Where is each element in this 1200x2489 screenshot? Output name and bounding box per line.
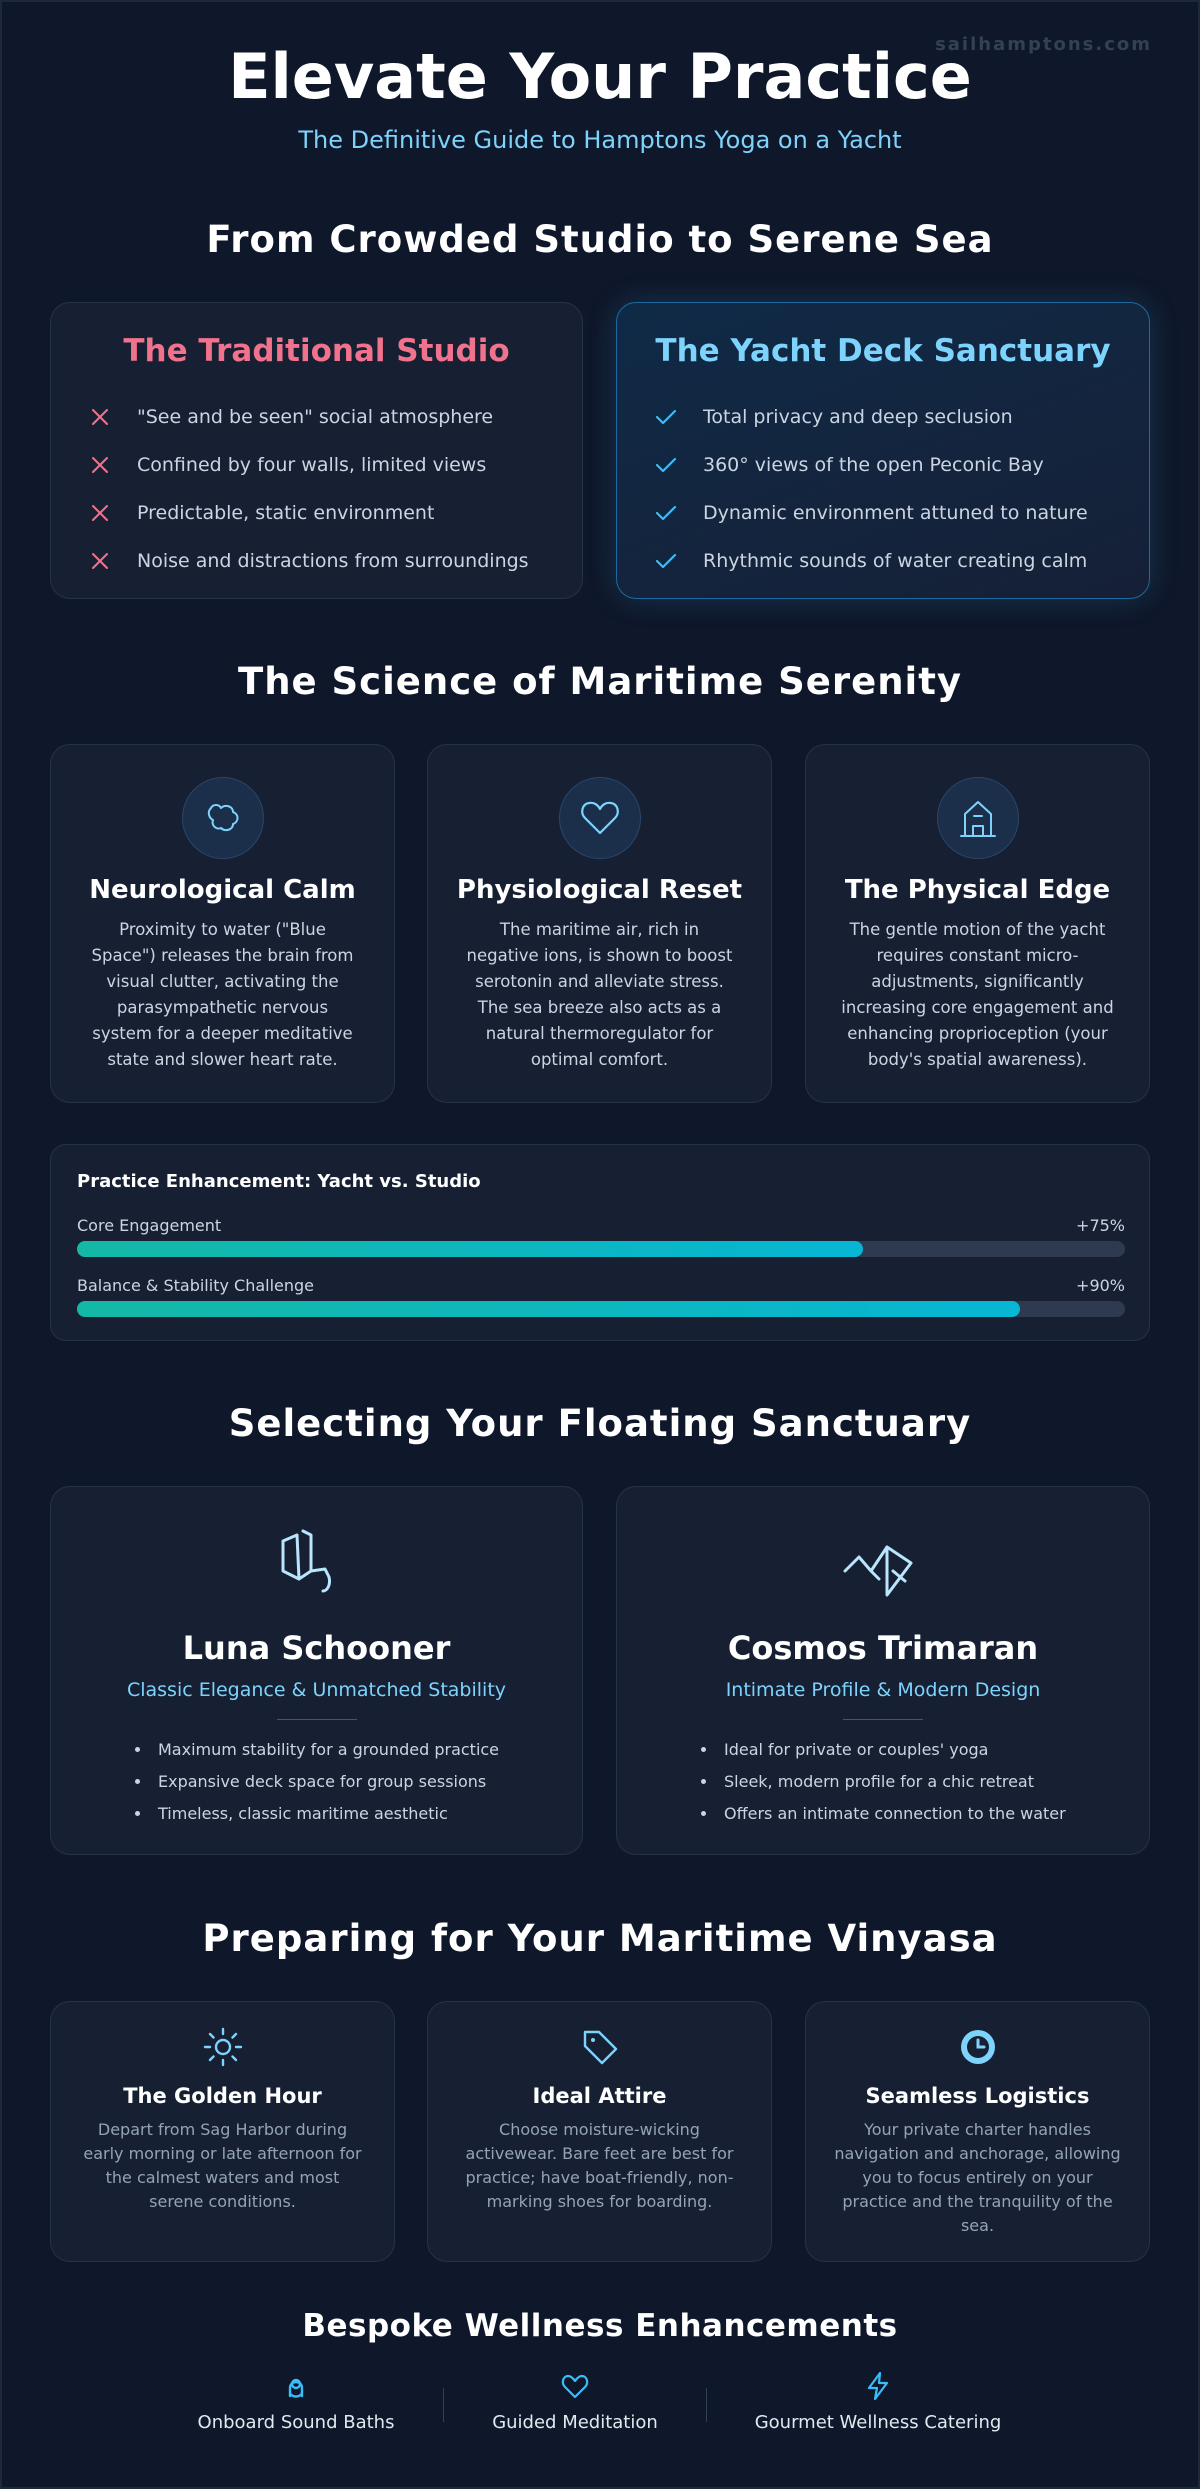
comparison-section-title: From Crowded Studio to Serene Sea — [206, 218, 994, 261]
list-item-text: Confined by four walls, limited views — [137, 454, 487, 476]
cross-icon — [85, 549, 115, 573]
list-item: Offers an intimate connection to the water — [701, 1797, 1066, 1829]
studio-card-title: The Traditional Studio — [123, 333, 510, 369]
divider — [706, 2388, 707, 2422]
cross-icon — [85, 453, 115, 477]
bespoke-label: Onboard Sound Baths — [197, 2412, 395, 2433]
prep-card-title: Seamless Logistics — [865, 2084, 1090, 2108]
list-item: Ideal for private or couples' yoga — [701, 1733, 1066, 1765]
bespoke-label: Guided Meditation — [492, 2412, 658, 2433]
list-item — [651, 537, 1088, 585]
yacht-deck-card-title: The Yacht Deck Sanctuary — [655, 333, 1111, 369]
science-card-text: The maritime air, rich in negative ions, is shown to boost serotonin and alleviate stress. The sea breeze also acts as a natural thermoregulator for optimal comfort. — [466, 920, 733, 1069]
hero-title: Elevate Your Practice — [228, 40, 972, 113]
science-card — [805, 744, 1150, 1103]
progress-fill — [77, 1241, 863, 1257]
list-item — [85, 537, 529, 585]
list-item-text: Noise and distractions from surroundings — [137, 550, 529, 572]
yacht-card — [50, 1486, 583, 1855]
prep-card — [427, 2001, 772, 2262]
science-card-title: Neurological Calm — [89, 875, 356, 905]
prep-card-text: Depart from Sag Harbor during early morning or late afternoon for the calmest waters and most serene conditions. — [83, 2120, 362, 2211]
enhancement-title: Practice Enhancement: Yacht vs. Studio — [77, 1171, 481, 1192]
progress-track — [77, 1241, 1125, 1257]
list-item-text: Total privacy and deep seclusion — [703, 406, 1013, 428]
bespoke-item — [748, 2370, 1008, 2433]
preparing-section-title: Preparing for Your Maritime Vinyasa — [202, 1917, 998, 1960]
bar-value: +90% — [1076, 1276, 1125, 1295]
cross-icon — [85, 405, 115, 429]
list-item — [651, 441, 1088, 489]
yacht-feature-list — [701, 1733, 1066, 1829]
lighthouse-icon — [937, 777, 1019, 859]
science-card-text: The gentle motion of the yacht requires constant micro-adjustments, significantly increasing core engagement and enhancing proprioception (your body's spatial awareness). — [841, 920, 1114, 1069]
heart-icon — [559, 2370, 591, 2402]
list-item — [85, 441, 529, 489]
science-card-title: The Physical Edge — [844, 875, 1111, 905]
studio-list — [85, 393, 529, 585]
list-item-text: "See and be seen" social atmosphere — [137, 406, 494, 428]
prep-card-text: Choose moisture-wicking activewear. Bare feet are best for practice; have boat-friendly, non-marking shoes for boarding. — [465, 2120, 734, 2211]
bespoke-item — [475, 2370, 675, 2433]
enhancement-panel — [50, 1144, 1150, 1341]
list-item — [651, 489, 1088, 537]
check-icon — [651, 501, 681, 525]
yacht-deck-card — [616, 302, 1150, 599]
list-item-text: Rhythmic sounds of water creating calm — [703, 550, 1088, 572]
list-item: Sleek, modern profile for a chic retreat — [701, 1765, 1066, 1797]
yacht-deck-list — [651, 393, 1088, 585]
list-item-text: Predictable, static environment — [137, 502, 435, 524]
cross-icon — [85, 501, 115, 525]
progress-fill — [77, 1301, 1020, 1317]
science-card-text: Proximity to water ("Blue Space") releases the brain from visual clutter, activating the parasympathetic nervous system for a deeper meditative state and slower heart rate. — [91, 920, 354, 1069]
science-section-title: The Science of Maritime Serenity — [237, 660, 963, 703]
prep-card-text: Your private charter handles navigation and anchorage, allowing you to focus entirely on your practice and the tranquility of the sea. — [834, 2120, 1121, 2235]
progress-track — [77, 1301, 1125, 1317]
science-card — [427, 744, 772, 1103]
bespoke-item — [196, 2370, 396, 2433]
sailboat-icon — [269, 1525, 365, 1615]
yacht-feature-list — [135, 1733, 499, 1829]
clock-icon — [957, 2026, 999, 2068]
yacht-name: Cosmos Trimaran — [727, 1629, 1039, 1667]
bespoke-label: Gourmet Wellness Catering — [754, 2412, 1002, 2433]
prep-card — [50, 2001, 395, 2262]
brain-icon — [182, 777, 264, 859]
check-icon — [651, 453, 681, 477]
yacht-tagline: Intimate Profile & Modern Design — [725, 1679, 1041, 1701]
headphones-icon — [280, 2370, 312, 2402]
yacht-tagline: Classic Elegance & Unmatched Stability — [126, 1679, 507, 1701]
prep-card-title: Ideal Attire — [532, 2084, 667, 2108]
site-watermark: sailhamptons.com — [935, 34, 1152, 55]
sun-icon — [202, 2026, 244, 2068]
list-item: Maximum stability for a grounded practice — [135, 1733, 499, 1765]
bespoke-title: Bespoke Wellness Enhancements — [302, 2308, 898, 2344]
tag-icon — [579, 2026, 621, 2068]
prep-card — [805, 2001, 1150, 2262]
hero-subtitle: The Definitive Guide to Hamptons Yoga on a Yacht — [298, 126, 902, 154]
divider — [443, 2388, 444, 2422]
yachts-section-title: Selecting Your Floating Sanctuary — [228, 1402, 972, 1445]
divider — [277, 1719, 357, 1720]
list-item-text: 360° views of the open Peconic Bay — [703, 454, 1044, 476]
science-card — [50, 744, 395, 1103]
list-item — [85, 393, 529, 441]
bar-label: Core Engagement — [77, 1216, 222, 1235]
list-item-text: Dynamic environment attuned to nature — [703, 502, 1088, 524]
bar-value: +75% — [1076, 1216, 1125, 1235]
list-item: Timeless, classic maritime aesthetic — [135, 1797, 499, 1829]
check-icon — [651, 549, 681, 573]
divider — [843, 1719, 923, 1720]
yacht-card — [616, 1486, 1150, 1855]
lightning-icon — [862, 2370, 894, 2402]
prep-card-title: The Golden Hour — [123, 2084, 322, 2108]
list-item: Expansive deck space for group sessions — [135, 1765, 499, 1797]
yacht-name: Luna Schooner — [182, 1629, 451, 1667]
list-item — [651, 393, 1088, 441]
science-card-title: Physiological Reset — [456, 875, 743, 905]
heart-icon — [559, 777, 641, 859]
list-item — [85, 489, 529, 537]
trimaran-icon — [835, 1525, 931, 1615]
studio-card — [50, 302, 583, 599]
bar-label: Balance & Stability Challenge — [77, 1276, 315, 1295]
check-icon — [651, 405, 681, 429]
